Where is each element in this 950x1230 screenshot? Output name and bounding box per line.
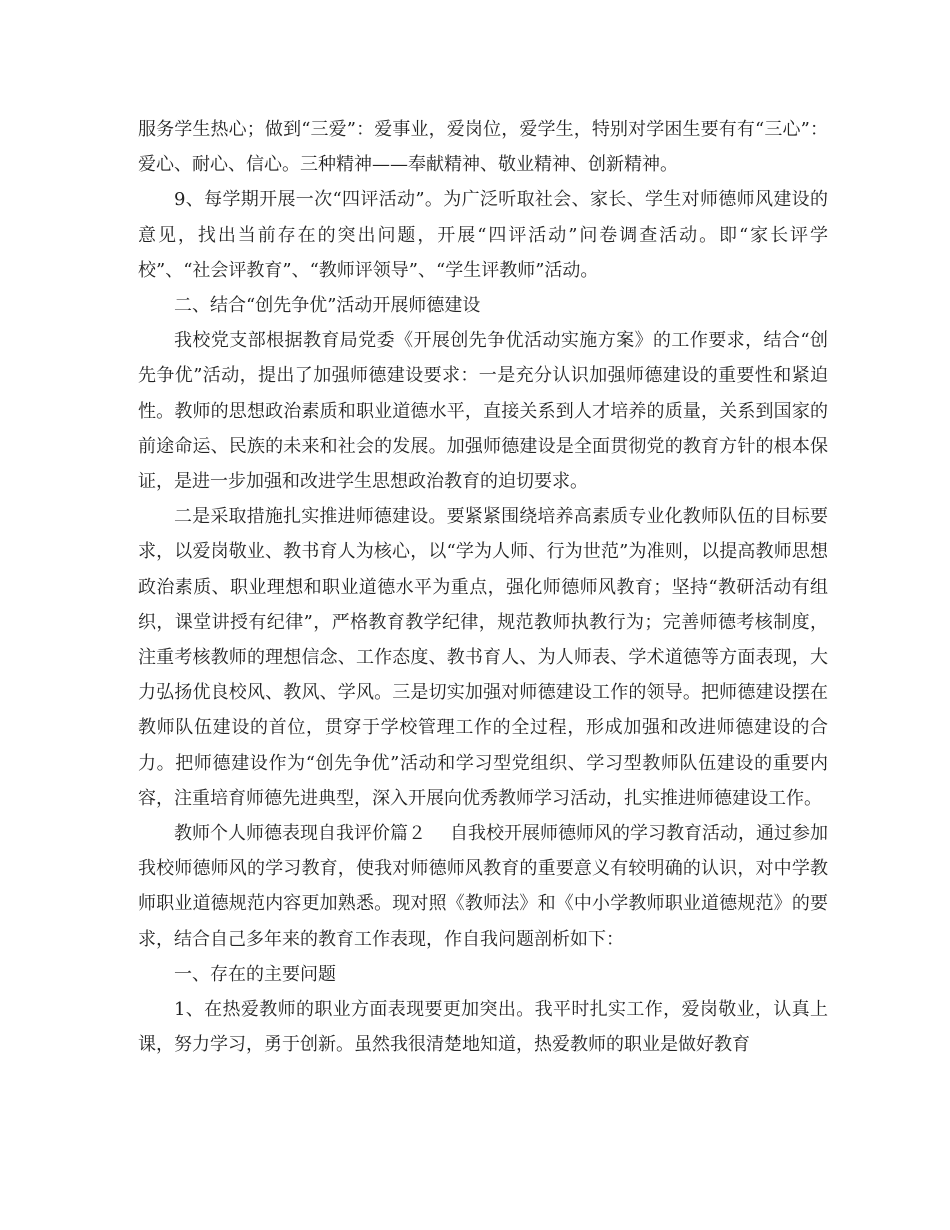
article-intro: 自我校开展师德师风的学习教育活动，通过参加我校师德师风的学习教育，使我对师德师风教育的重要意义有较明确的认识，对中学教师职业道德规范内容更加熟悉。现对照《教师法》和《中小学教师职业道德规范》的要求，结合自己多年来的教育工作表现，作自我问题剖析如下： <box>138 823 828 950</box>
paragraph-continuation: 服务学生热心；做到“三爱”：爱事业，爱岗位，爱学生，特别对学困生要有有“三心”：爱心、耐心、信心。三种精神——奉献精神、敬业精神、创新精神。 <box>138 119 828 176</box>
article-title: 教师个人师德表现自我评价篇２ <box>174 823 426 845</box>
paragraph-party-branch: 我校党支部根据教育局党委《开展创先争优活动实施方案》的工作要求，结合“创先争优”活动，提出了加强师德建设要求：一是充分认识加强师德建设的重要性和紧迫性。教师的思想政治素质和职业道德水平，直接关系到人才培养的质量，关系到国家的前途命运、民族的未来和社会的发展。加强师德建设是全面贯彻党的教育方针的根本保证，是进一步加强和改进学生思想政治教育的迫切要求。 <box>138 330 828 493</box>
document-body <box>138 112 828 1062</box>
paragraph-problem-1: 1、在热爱教师的职业方面表现要更加突出。我平时扎实工作，爱岗敬业，认真上课，努力学习，勇于创新。虽然我很清楚地知道，热爱教师的职业是做好教育 <box>138 999 828 1056</box>
section-heading-2: 二、结合“创先争优”活动开展师德建设 <box>174 295 481 317</box>
paragraph-item-9: 9、每学期开展一次“四评活动”。为广泛听取社会、家长、学生对师德师风建设的意见，找出当前存在的突出问题，开展“四评活动”问卷调查活动。即“家长评学校”、“社会评教育”、“教师评领导”、“学生评教师”活动。 <box>138 189 828 281</box>
paragraph-article-2 <box>138 816 828 957</box>
section-heading-1: 一、存在的主要问题 <box>174 963 336 985</box>
paragraph-measures: 二是采取措施扎实推进师德建设。要紧紧围绕培养高素质专业化教师队伍的目标要求，以爱岗敬业、教书育人为核心，以“学为人师、行为世范”为准则，以提高教师思想政治素质、职业理想和职业道德水平为重点，强化师德师风教育；坚持“教研活动有组织，课堂讲授有纪律”，严格教育教学纪律，规范教师执教行为；完善师德考核制度，注重考核教师的理想信念、工作态度、教书育人、为人师表、学术道德等方面表现，大力弘扬优良校风、教风、学风。三是切实加强对师德建设工作的领导。把师德建设摆在教师队伍建设的首位，贯穿于学校管理工作的全过程，形成加强和改进师德建设的合力。把师德建设作为“创先争优”活动和学习型党组织、学习型教师队伍建设的重要内容，注重培育师德先进典型，深入开展向优秀教师学习活动，扎实推进师德建设工作。 <box>138 506 828 809</box>
